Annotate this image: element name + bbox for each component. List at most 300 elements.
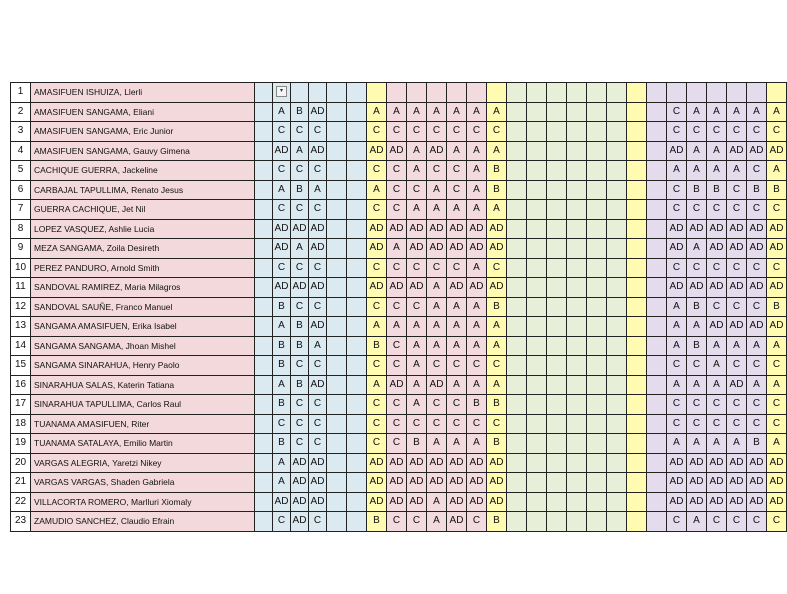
blank-cell[interactable] bbox=[607, 434, 627, 454]
blank-cell[interactable] bbox=[255, 356, 273, 376]
blank-cell[interactable] bbox=[255, 414, 273, 434]
grade-cell[interactable]: AD bbox=[407, 473, 427, 493]
grade-cell[interactable]: AD bbox=[387, 375, 407, 395]
blank-cell[interactable] bbox=[647, 102, 667, 122]
blank-cell[interactable] bbox=[547, 83, 567, 103]
blank-cell[interactable] bbox=[627, 180, 647, 200]
grade-cell[interactable]: AD bbox=[707, 278, 727, 298]
grade-cell[interactable]: A bbox=[407, 161, 427, 181]
grade-cell[interactable]: C bbox=[387, 512, 407, 532]
blank-cell[interactable] bbox=[607, 239, 627, 259]
grade-cell[interactable]: C bbox=[427, 356, 447, 376]
grade-cell[interactable]: C bbox=[427, 161, 447, 181]
summary-cell[interactable]: B bbox=[367, 336, 387, 356]
blank-cell[interactable] bbox=[647, 239, 667, 259]
grade-cell[interactable]: C bbox=[727, 258, 747, 278]
grade-cell[interactable]: AD bbox=[387, 219, 407, 239]
summary-cell[interactable]: C bbox=[487, 122, 507, 142]
final-cell[interactable]: A bbox=[767, 336, 787, 356]
grade-cell[interactable]: A bbox=[467, 180, 487, 200]
grade-cell[interactable]: A bbox=[687, 102, 707, 122]
grade-cell[interactable]: A bbox=[687, 434, 707, 454]
grade-cell[interactable]: B bbox=[747, 434, 767, 454]
grade-cell[interactable]: AD bbox=[387, 278, 407, 298]
grade-cell[interactable]: C bbox=[387, 395, 407, 415]
blank-cell[interactable] bbox=[255, 492, 273, 512]
grade-cell[interactable]: C bbox=[727, 414, 747, 434]
grade-cell[interactable]: AD bbox=[687, 453, 707, 473]
blank-cell[interactable] bbox=[507, 512, 527, 532]
summary-cell[interactable]: AD bbox=[367, 492, 387, 512]
blank-cell[interactable] bbox=[255, 375, 273, 395]
grade-cell[interactable]: C bbox=[687, 258, 707, 278]
final-cell[interactable]: A bbox=[767, 434, 787, 454]
final-cell[interactable]: AD bbox=[767, 141, 787, 161]
summary-cell[interactable]: A bbox=[367, 180, 387, 200]
blank-cell[interactable] bbox=[627, 122, 647, 142]
grade-cell[interactable]: C bbox=[707, 297, 727, 317]
blank-cell[interactable] bbox=[547, 356, 567, 376]
blank-cell[interactable] bbox=[567, 414, 587, 434]
grade-cell[interactable]: AD bbox=[273, 219, 291, 239]
blank-cell[interactable] bbox=[647, 141, 667, 161]
grade-cell[interactable]: A bbox=[687, 239, 707, 259]
blank-cell[interactable] bbox=[567, 356, 587, 376]
blank-cell[interactable] bbox=[347, 161, 367, 181]
blank-cell[interactable] bbox=[587, 278, 607, 298]
blank-cell[interactable] bbox=[547, 434, 567, 454]
blank-cell[interactable] bbox=[647, 317, 667, 337]
grade-cell[interactable]: AD bbox=[427, 375, 447, 395]
blank-cell[interactable] bbox=[347, 219, 367, 239]
grade-cell[interactable]: AD bbox=[291, 473, 309, 493]
grade-cell[interactable]: B bbox=[273, 297, 291, 317]
blank-cell[interactable] bbox=[347, 356, 367, 376]
blank-cell[interactable] bbox=[627, 336, 647, 356]
grade-cell[interactable]: B bbox=[687, 180, 707, 200]
grade-cell[interactable]: AD bbox=[387, 141, 407, 161]
grade-cell[interactable]: AD bbox=[667, 239, 687, 259]
grade-cell[interactable] bbox=[309, 83, 327, 103]
grade-cell[interactable]: B bbox=[467, 395, 487, 415]
blank-cell[interactable] bbox=[347, 375, 367, 395]
blank-cell[interactable] bbox=[647, 122, 667, 142]
blank-cell[interactable] bbox=[567, 278, 587, 298]
grade-cell[interactable]: A bbox=[427, 336, 447, 356]
blank-cell[interactable] bbox=[547, 453, 567, 473]
blank-cell[interactable] bbox=[607, 200, 627, 220]
blank-cell[interactable] bbox=[547, 492, 567, 512]
grade-cell[interactable]: A bbox=[291, 141, 309, 161]
blank-cell[interactable] bbox=[607, 512, 627, 532]
blank-cell[interactable] bbox=[255, 219, 273, 239]
blank-cell[interactable] bbox=[327, 122, 347, 142]
blank-cell[interactable] bbox=[627, 161, 647, 181]
blank-cell[interactable] bbox=[527, 414, 547, 434]
blank-cell[interactable] bbox=[327, 200, 347, 220]
grade-cell[interactable]: A bbox=[447, 375, 467, 395]
grade-cell[interactable]: C bbox=[447, 180, 467, 200]
grade-cell[interactable]: AD bbox=[747, 473, 767, 493]
blank-cell[interactable] bbox=[647, 161, 667, 181]
grade-cell[interactable]: A bbox=[447, 336, 467, 356]
blank-cell[interactable] bbox=[527, 434, 547, 454]
grade-cell[interactable]: A bbox=[427, 492, 447, 512]
student-name-cell[interactable]: MEZA SANGAMA, Zoila Desireth bbox=[31, 239, 255, 259]
summary-cell[interactable] bbox=[487, 83, 507, 103]
grade-cell[interactable]: C bbox=[667, 180, 687, 200]
grade-cell[interactable]: A bbox=[309, 336, 327, 356]
grade-cell[interactable]: AD bbox=[427, 453, 447, 473]
blank-cell[interactable] bbox=[527, 258, 547, 278]
grade-cell[interactable]: AD bbox=[427, 141, 447, 161]
blank-cell[interactable] bbox=[607, 317, 627, 337]
blank-cell[interactable] bbox=[567, 258, 587, 278]
grade-cell[interactable]: B bbox=[291, 375, 309, 395]
grade-cell[interactable]: C bbox=[427, 414, 447, 434]
blank-cell[interactable] bbox=[347, 414, 367, 434]
grade-cell[interactable]: C bbox=[387, 336, 407, 356]
grade-cell[interactable]: C bbox=[387, 122, 407, 142]
blank-cell[interactable] bbox=[627, 473, 647, 493]
grade-cell[interactable]: AD bbox=[727, 141, 747, 161]
blank-cell[interactable] bbox=[527, 141, 547, 161]
grade-cell[interactable]: C bbox=[309, 434, 327, 454]
summary-cell[interactable]: AD bbox=[367, 239, 387, 259]
blank-cell[interactable] bbox=[255, 258, 273, 278]
final-cell[interactable]: A bbox=[767, 102, 787, 122]
blank-cell[interactable] bbox=[627, 375, 647, 395]
blank-cell[interactable] bbox=[507, 161, 527, 181]
blank-cell[interactable] bbox=[507, 297, 527, 317]
grade-cell[interactable]: AD bbox=[707, 492, 727, 512]
grade-cell[interactable]: AD bbox=[309, 317, 327, 337]
blank-cell[interactable] bbox=[627, 239, 647, 259]
blank-cell[interactable] bbox=[607, 492, 627, 512]
grade-cell[interactable]: A bbox=[707, 375, 727, 395]
grade-cell[interactable]: A bbox=[727, 161, 747, 181]
grade-cell[interactable]: AD bbox=[467, 219, 487, 239]
grade-cell[interactable]: A bbox=[667, 317, 687, 337]
grade-cell[interactable]: C bbox=[273, 512, 291, 532]
summary-cell[interactable]: C bbox=[367, 434, 387, 454]
blank-cell[interactable] bbox=[627, 414, 647, 434]
grade-cell[interactable]: A bbox=[467, 141, 487, 161]
blank-cell[interactable] bbox=[567, 102, 587, 122]
blank-cell[interactable] bbox=[507, 200, 527, 220]
blank-cell[interactable] bbox=[567, 492, 587, 512]
grade-cell[interactable]: A bbox=[667, 161, 687, 181]
summary-cell[interactable]: C bbox=[367, 395, 387, 415]
blank-cell[interactable] bbox=[627, 297, 647, 317]
blank-cell[interactable] bbox=[627, 512, 647, 532]
summary-cell[interactable]: A bbox=[487, 336, 507, 356]
blank-cell[interactable] bbox=[527, 239, 547, 259]
blank-cell[interactable] bbox=[547, 336, 567, 356]
summary-cell[interactable]: C bbox=[487, 356, 507, 376]
blank-cell[interactable] bbox=[327, 453, 347, 473]
grade-cell[interactable]: C bbox=[667, 356, 687, 376]
blank-cell[interactable] bbox=[327, 336, 347, 356]
blank-cell[interactable] bbox=[527, 336, 547, 356]
blank-cell[interactable] bbox=[587, 239, 607, 259]
blank-cell[interactable] bbox=[527, 83, 547, 103]
grade-cell[interactable]: C bbox=[687, 200, 707, 220]
summary-cell[interactable]: C bbox=[367, 122, 387, 142]
grade-cell[interactable]: A bbox=[687, 161, 707, 181]
blank-cell[interactable] bbox=[255, 122, 273, 142]
grade-cell[interactable]: AD bbox=[747, 239, 767, 259]
grade-cell[interactable] bbox=[291, 83, 309, 103]
blank-cell[interactable] bbox=[647, 297, 667, 317]
blank-cell[interactable] bbox=[627, 200, 647, 220]
summary-cell[interactable]: B bbox=[487, 161, 507, 181]
grade-cell[interactable]: A bbox=[467, 375, 487, 395]
grade-cell[interactable]: AD bbox=[747, 219, 767, 239]
summary-cell[interactable]: A bbox=[487, 141, 507, 161]
blank-cell[interactable] bbox=[527, 278, 547, 298]
grade-cell[interactable]: A bbox=[427, 102, 447, 122]
student-name-cell[interactable]: SANGAMA AMASIFUEN, Erika Isabel bbox=[31, 317, 255, 337]
grade-cell[interactable]: AD bbox=[309, 278, 327, 298]
final-cell[interactable]: AD bbox=[767, 278, 787, 298]
grade-cell[interactable] bbox=[687, 83, 707, 103]
grade-cell[interactable]: AD bbox=[291, 219, 309, 239]
blank-cell[interactable] bbox=[607, 219, 627, 239]
blank-cell[interactable] bbox=[547, 512, 567, 532]
blank-cell[interactable] bbox=[587, 512, 607, 532]
grade-cell[interactable] bbox=[387, 83, 407, 103]
student-name-cell[interactable]: VILLACORTA ROMERO, Marlluri Xiomaly bbox=[31, 492, 255, 512]
blank-cell[interactable] bbox=[255, 336, 273, 356]
grade-cell[interactable]: B bbox=[747, 180, 767, 200]
grade-cell[interactable]: AD bbox=[291, 453, 309, 473]
summary-cell[interactable]: C bbox=[367, 200, 387, 220]
grade-cell[interactable]: C bbox=[387, 297, 407, 317]
blank-cell[interactable] bbox=[507, 83, 527, 103]
blank-cell[interactable] bbox=[327, 356, 347, 376]
blank-cell[interactable] bbox=[607, 161, 627, 181]
grade-cell[interactable]: C bbox=[291, 356, 309, 376]
grade-cell[interactable]: A bbox=[427, 278, 447, 298]
blank-cell[interactable] bbox=[627, 492, 647, 512]
summary-cell[interactable]: C bbox=[487, 258, 507, 278]
final-cell[interactable] bbox=[767, 83, 787, 103]
blank-cell[interactable] bbox=[547, 239, 567, 259]
grade-cell[interactable]: C bbox=[309, 414, 327, 434]
blank-cell[interactable] bbox=[507, 102, 527, 122]
blank-cell[interactable] bbox=[627, 317, 647, 337]
grade-cell[interactable]: AD bbox=[387, 453, 407, 473]
summary-cell[interactable]: AD bbox=[367, 141, 387, 161]
blank-cell[interactable] bbox=[587, 83, 607, 103]
grade-cell[interactable] bbox=[447, 83, 467, 103]
grade-cell[interactable]: A bbox=[273, 375, 291, 395]
grade-cell[interactable]: C bbox=[727, 180, 747, 200]
grade-cell[interactable]: AD bbox=[273, 239, 291, 259]
blank-cell[interactable] bbox=[527, 375, 547, 395]
blank-cell[interactable] bbox=[567, 453, 587, 473]
grade-cell[interactable]: A bbox=[747, 375, 767, 395]
grade-cell[interactable]: AD bbox=[427, 239, 447, 259]
blank-cell[interactable] bbox=[627, 434, 647, 454]
grade-cell[interactable]: C bbox=[447, 122, 467, 142]
blank-cell[interactable] bbox=[647, 180, 667, 200]
student-name-cell[interactable]: CACHIQUE GUERRA, Jackeline bbox=[31, 161, 255, 181]
blank-cell[interactable] bbox=[327, 473, 347, 493]
grade-cell[interactable]: C bbox=[387, 161, 407, 181]
grade-cell[interactable]: AD bbox=[467, 278, 487, 298]
blank-cell[interactable] bbox=[327, 258, 347, 278]
blank-cell[interactable] bbox=[607, 453, 627, 473]
student-name-cell[interactable]: PEREZ PANDURO, Arnold Smith bbox=[31, 258, 255, 278]
blank-cell[interactable] bbox=[587, 102, 607, 122]
blank-cell[interactable] bbox=[507, 219, 527, 239]
grade-cell[interactable]: AD bbox=[447, 453, 467, 473]
grade-cell[interactable]: A bbox=[667, 434, 687, 454]
grade-cell[interactable]: AD bbox=[447, 473, 467, 493]
blank-cell[interactable] bbox=[507, 278, 527, 298]
final-cell[interactable]: AD bbox=[767, 317, 787, 337]
blank-cell[interactable] bbox=[587, 180, 607, 200]
blank-cell[interactable] bbox=[607, 473, 627, 493]
blank-cell[interactable] bbox=[607, 141, 627, 161]
grade-cell[interactable]: A bbox=[407, 200, 427, 220]
blank-cell[interactable] bbox=[507, 414, 527, 434]
grade-cell[interactable]: C bbox=[291, 258, 309, 278]
grade-cell[interactable]: B bbox=[291, 317, 309, 337]
blank-cell[interactable] bbox=[527, 473, 547, 493]
blank-cell[interactable] bbox=[507, 356, 527, 376]
blank-cell[interactable] bbox=[347, 492, 367, 512]
blank-cell[interactable] bbox=[255, 434, 273, 454]
grade-cell[interactable]: C bbox=[447, 395, 467, 415]
grade-cell[interactable]: AD bbox=[467, 492, 487, 512]
grade-cell[interactable]: C bbox=[727, 297, 747, 317]
blank-cell[interactable] bbox=[347, 239, 367, 259]
blank-cell[interactable] bbox=[327, 317, 347, 337]
grade-cell[interactable]: A bbox=[407, 336, 427, 356]
grade-cell[interactable]: A bbox=[447, 102, 467, 122]
grade-cell[interactable]: C bbox=[447, 258, 467, 278]
grade-cell[interactable]: AD bbox=[707, 453, 727, 473]
grade-cell[interactable]: AD bbox=[309, 453, 327, 473]
grade-cell[interactable]: AD bbox=[273, 492, 291, 512]
grade-cell[interactable]: C bbox=[747, 512, 767, 532]
dropdown-arrow-icon[interactable]: ▾ bbox=[276, 86, 287, 97]
grade-cell[interactable]: AD bbox=[309, 141, 327, 161]
final-cell[interactable]: C bbox=[767, 258, 787, 278]
blank-cell[interactable] bbox=[607, 414, 627, 434]
student-name-cell[interactable]: SANDOVAL RAMIREZ, Maria Milagros bbox=[31, 278, 255, 298]
blank-cell[interactable] bbox=[567, 83, 587, 103]
blank-cell[interactable] bbox=[255, 473, 273, 493]
blank-cell[interactable] bbox=[255, 200, 273, 220]
grade-cell[interactable] bbox=[667, 83, 687, 103]
blank-cell[interactable] bbox=[607, 278, 627, 298]
blank-cell[interactable] bbox=[527, 395, 547, 415]
summary-cell[interactable]: C bbox=[367, 258, 387, 278]
blank-cell[interactable] bbox=[255, 239, 273, 259]
grade-cell[interactable]: A bbox=[447, 200, 467, 220]
grade-cell[interactable]: AD bbox=[747, 278, 767, 298]
student-name-cell[interactable]: SANDOVAL SAUÑE, Franco Manuel bbox=[31, 297, 255, 317]
blank-cell[interactable] bbox=[587, 414, 607, 434]
blank-cell[interactable] bbox=[327, 161, 347, 181]
final-cell[interactable]: B bbox=[767, 297, 787, 317]
grade-cell[interactable]: A bbox=[467, 161, 487, 181]
summary-cell[interactable]: C bbox=[367, 297, 387, 317]
grade-cell[interactable]: C bbox=[667, 512, 687, 532]
blank-cell[interactable] bbox=[507, 395, 527, 415]
blank-cell[interactable] bbox=[587, 297, 607, 317]
blank-cell[interactable] bbox=[327, 239, 347, 259]
grade-cell[interactable]: C bbox=[427, 395, 447, 415]
blank-cell[interactable] bbox=[547, 375, 567, 395]
grade-cell[interactable]: AD bbox=[447, 278, 467, 298]
grade-cell[interactable]: C bbox=[707, 122, 727, 142]
final-cell[interactable]: AD bbox=[767, 219, 787, 239]
grade-cell[interactable]: AD bbox=[747, 141, 767, 161]
grade-cell[interactable]: C bbox=[747, 258, 767, 278]
grade-cell[interactable]: C bbox=[707, 414, 727, 434]
final-cell[interactable]: C bbox=[767, 200, 787, 220]
grade-cell[interactable]: A bbox=[427, 512, 447, 532]
blank-cell[interactable] bbox=[255, 180, 273, 200]
summary-cell[interactable]: AD bbox=[487, 278, 507, 298]
grade-cell[interactable]: AD bbox=[291, 512, 309, 532]
blank-cell[interactable] bbox=[507, 336, 527, 356]
blank-cell[interactable] bbox=[647, 200, 667, 220]
blank-cell[interactable] bbox=[507, 473, 527, 493]
grade-cell[interactable]: B bbox=[273, 434, 291, 454]
blank-cell[interactable] bbox=[647, 278, 667, 298]
blank-cell[interactable] bbox=[567, 395, 587, 415]
grade-cell[interactable]: C bbox=[707, 200, 727, 220]
grade-cell[interactable]: A bbox=[407, 356, 427, 376]
blank-cell[interactable] bbox=[255, 297, 273, 317]
grade-cell[interactable]: A bbox=[727, 336, 747, 356]
blank-cell[interactable] bbox=[347, 141, 367, 161]
blank-cell[interactable] bbox=[627, 356, 647, 376]
grade-cell[interactable]: AD bbox=[727, 375, 747, 395]
blank-cell[interactable] bbox=[547, 278, 567, 298]
summary-cell[interactable]: A bbox=[487, 200, 507, 220]
grade-cell[interactable]: C bbox=[273, 258, 291, 278]
blank-cell[interactable] bbox=[507, 492, 527, 512]
grade-cell[interactable]: C bbox=[667, 200, 687, 220]
grade-cell[interactable]: AD bbox=[747, 492, 767, 512]
blank-cell[interactable] bbox=[255, 512, 273, 532]
grade-cell[interactable]: AD bbox=[727, 453, 747, 473]
blank-cell[interactable] bbox=[547, 414, 567, 434]
grade-cell[interactable]: C bbox=[407, 258, 427, 278]
grade-cell[interactable]: A bbox=[387, 102, 407, 122]
blank-cell[interactable] bbox=[647, 473, 667, 493]
final-cell[interactable]: AD bbox=[767, 239, 787, 259]
blank-cell[interactable] bbox=[547, 200, 567, 220]
blank-cell[interactable] bbox=[527, 102, 547, 122]
grade-cell[interactable]: AD bbox=[427, 473, 447, 493]
blank-cell[interactable] bbox=[587, 375, 607, 395]
blank-cell[interactable] bbox=[547, 122, 567, 142]
blank-cell[interactable] bbox=[507, 239, 527, 259]
student-name-cell[interactable]: AMASIFUEN SANGAMA, Eric Junior bbox=[31, 122, 255, 142]
blank-cell[interactable] bbox=[327, 297, 347, 317]
final-cell[interactable]: A bbox=[767, 375, 787, 395]
grade-cell[interactable]: AD bbox=[467, 473, 487, 493]
grade-cell[interactable]: A bbox=[291, 239, 309, 259]
